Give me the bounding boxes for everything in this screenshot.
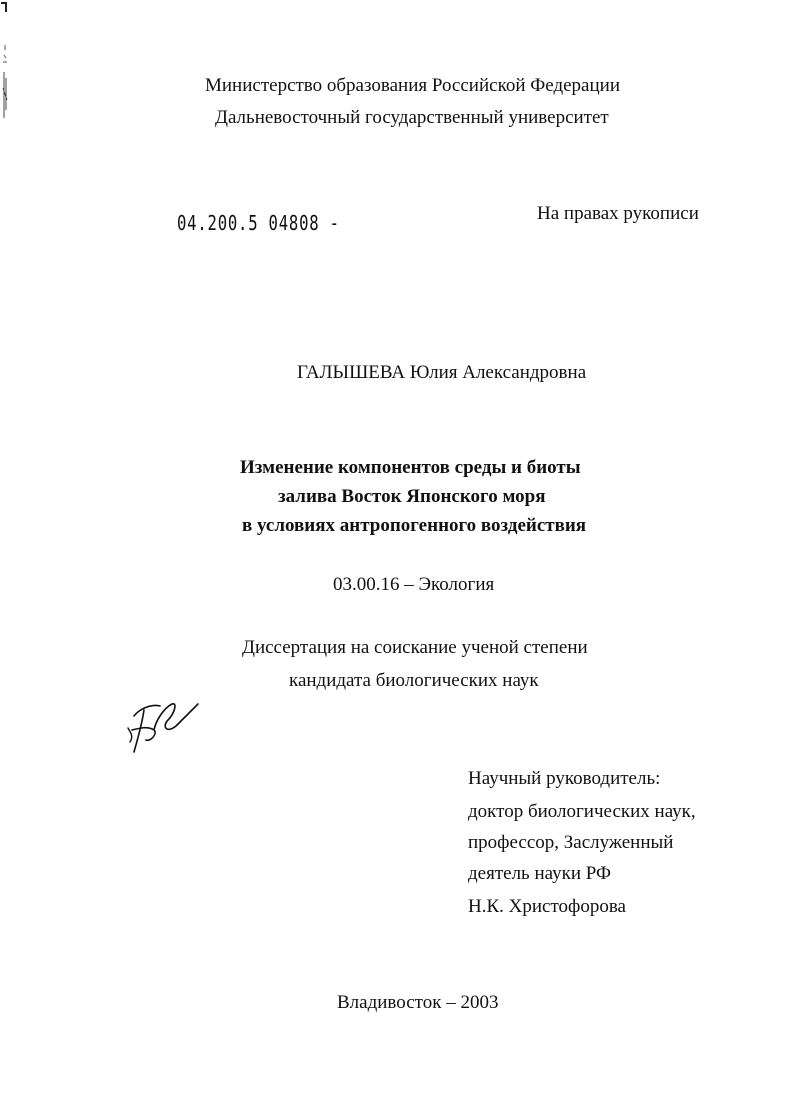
supervisor-name: Н.К. Христофорова (468, 896, 626, 917)
author-name: ГАЛЫШЕВА Юлия Александровна (297, 362, 587, 383)
title-line-2: залива Восток Японского моря (278, 486, 546, 507)
supervisor-degree: доктор биологических наук, (468, 801, 696, 822)
degree-line-2: кандидата биологических наук (289, 670, 539, 691)
degree-line-1: Диссертация на соискание ученой степени (242, 637, 588, 658)
ministry-name: Министерство образования Российской Федерации (205, 75, 620, 96)
city-year: Владивосток – 2003 (337, 992, 499, 1013)
registry-number: 04.200.5 04808 - (177, 211, 340, 235)
supervisor-label: Научный руководитель: (468, 768, 661, 789)
university-name: Дальневосточный государственный университет (215, 107, 609, 128)
manuscript-rights: На правах рукописи (537, 203, 699, 224)
title-line-3: в условиях антропогенного воздействия (242, 515, 587, 536)
scan-artifact-marks (0, 0, 12, 130)
signature-icon (120, 690, 200, 760)
title-line-1: Изменение компонентов среды и биоты (240, 457, 581, 478)
supervisor-title: профессор, Заслуженный (468, 832, 674, 853)
specialty-code: 03.00.16 – Экология (333, 574, 495, 595)
supervisor-honor: деятель науки РФ (468, 863, 612, 884)
